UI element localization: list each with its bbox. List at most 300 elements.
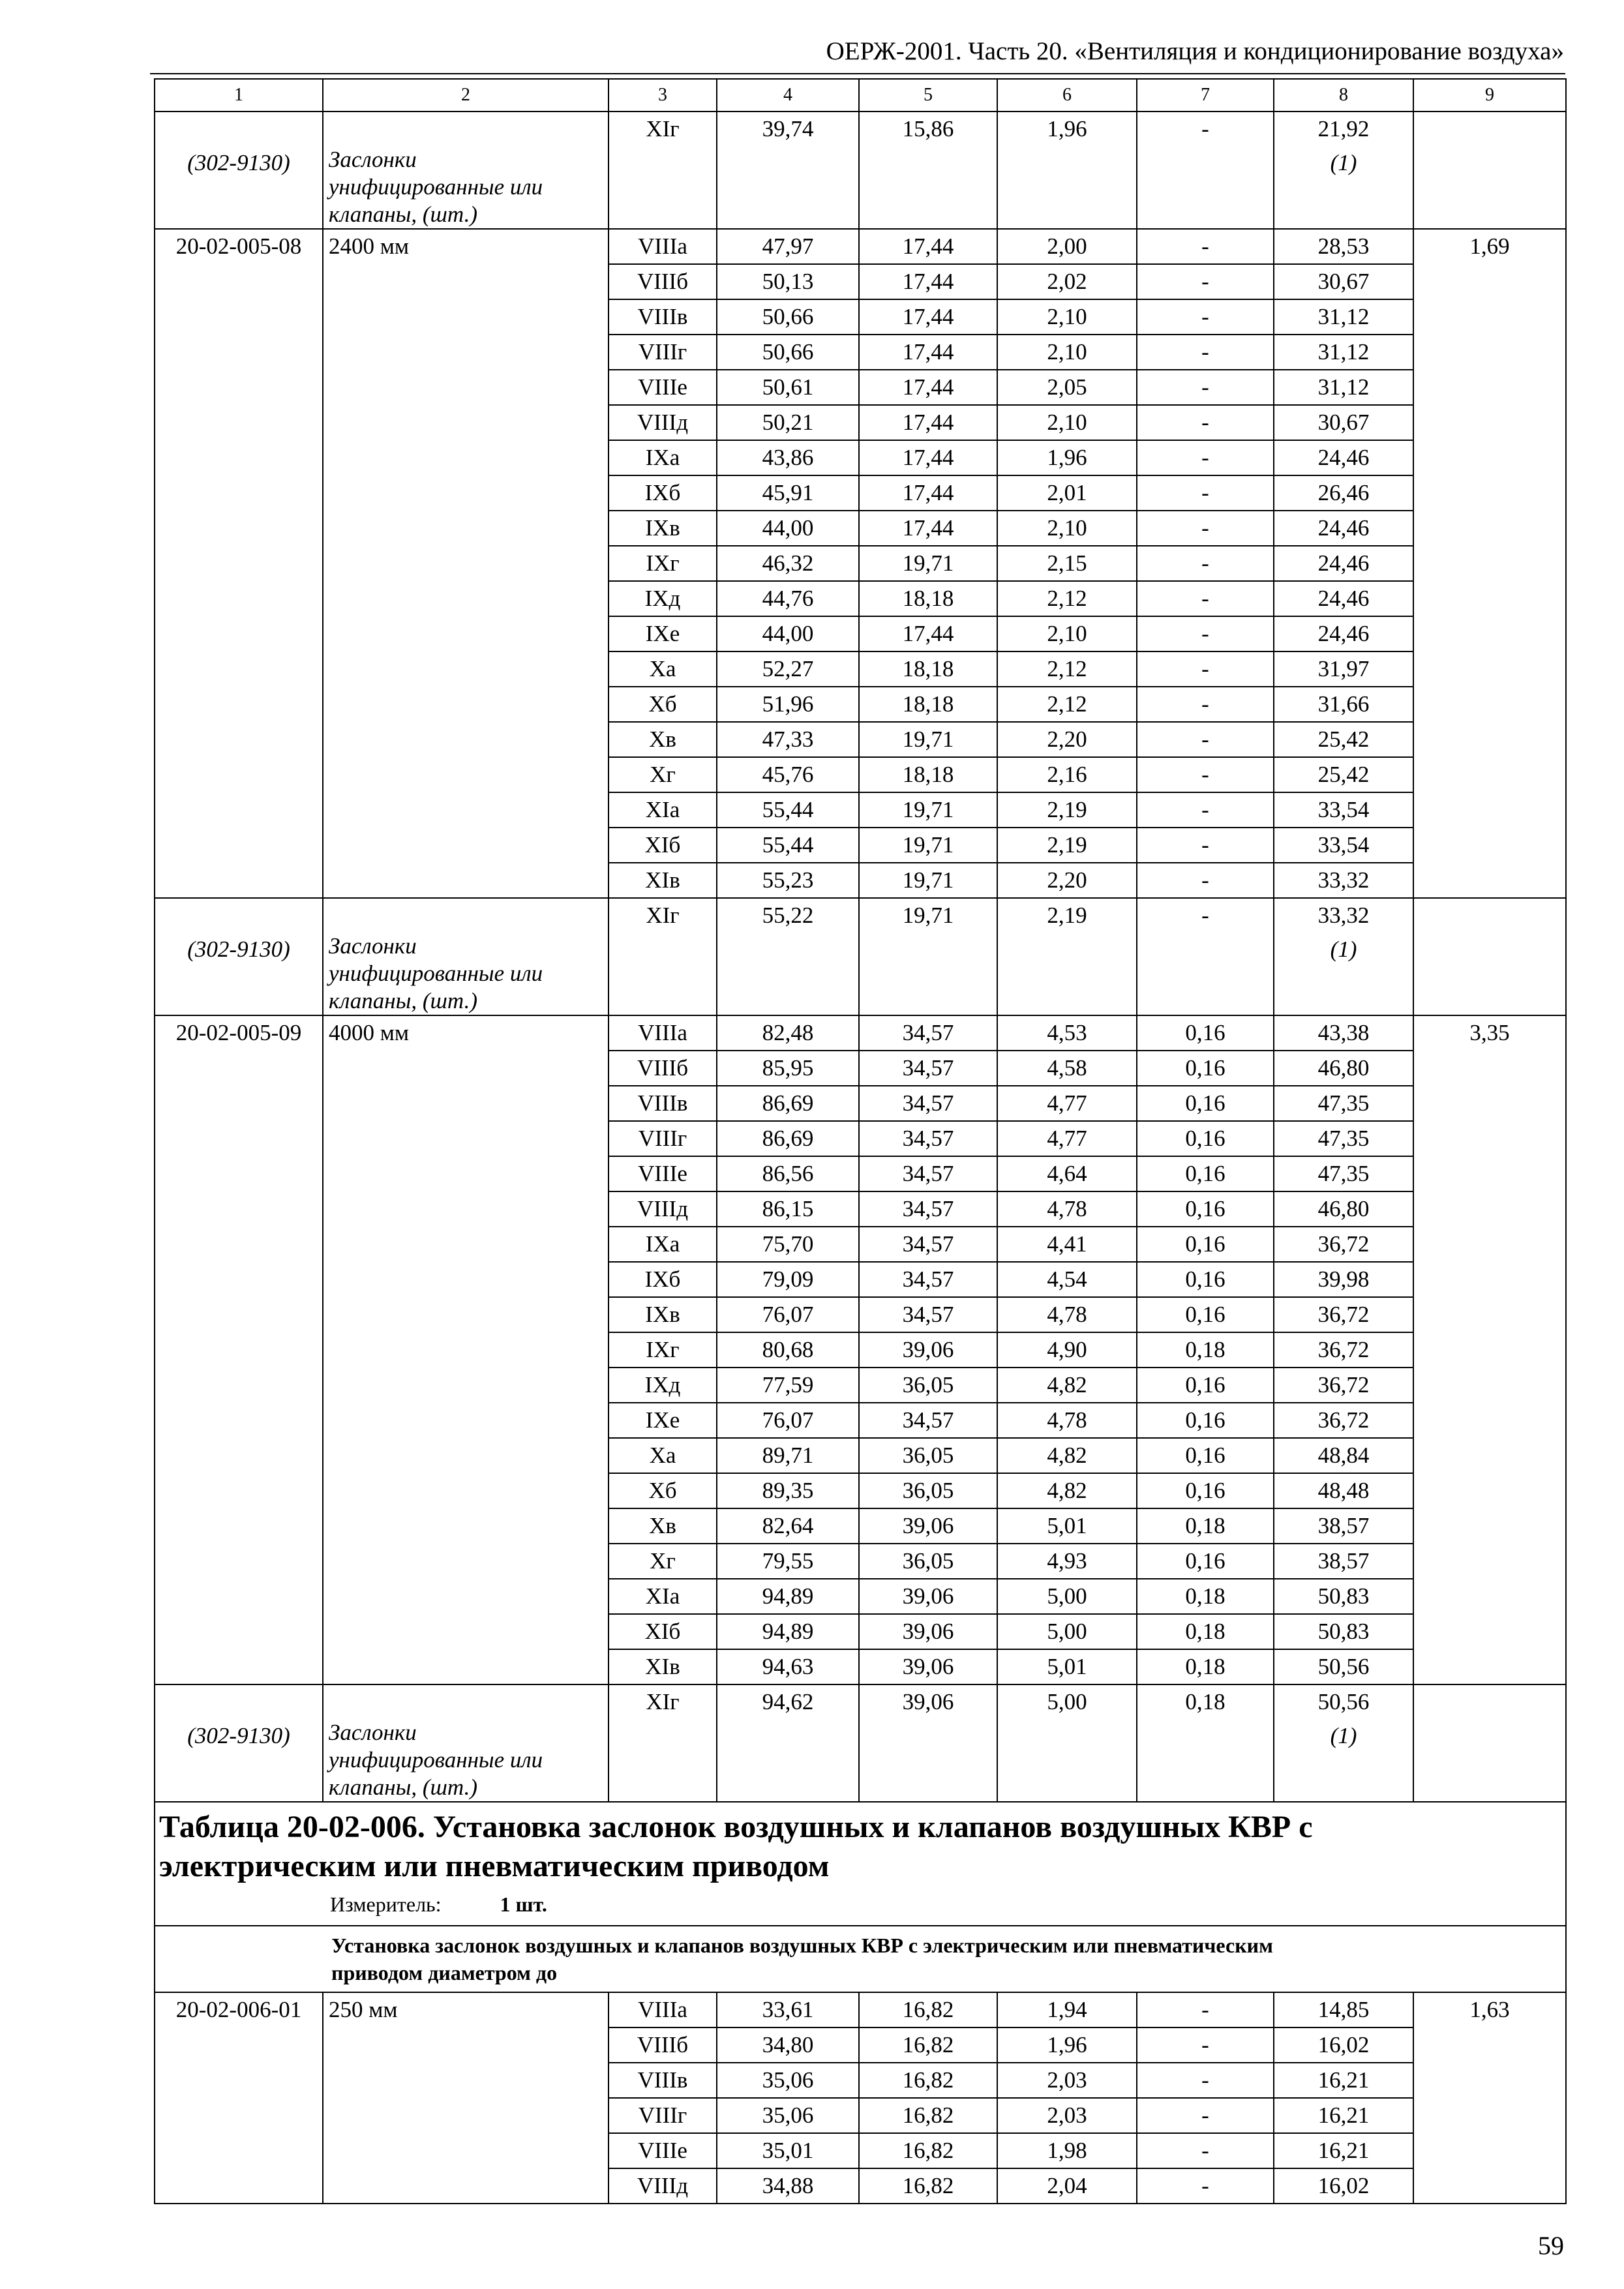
col-materials: 36,72 xyxy=(1274,1332,1413,1368)
col-total-cost: 50,66 xyxy=(717,299,859,335)
col-materials: 16,21 xyxy=(1274,2098,1413,2133)
col-total-cost: 55,22 xyxy=(717,898,859,1015)
col-total-cost: 86,69 xyxy=(717,1086,859,1121)
col-region: VIIIе xyxy=(609,2133,717,2168)
col-total-cost: 77,59 xyxy=(717,1368,859,1403)
col-machines: 4,93 xyxy=(997,1544,1137,1579)
col-drivers-wages: 0,16 xyxy=(1137,1262,1274,1297)
column-number: 1 xyxy=(155,79,323,112)
material-row xyxy=(155,898,1566,1015)
col-wages: 34,57 xyxy=(859,1227,997,1262)
col-drivers-wages: - xyxy=(1137,1992,1274,2027)
col-materials: 36,72 xyxy=(1274,1297,1413,1332)
material-name xyxy=(323,898,609,1015)
col-materials: 24,46 xyxy=(1274,511,1413,546)
col-drivers-wages: - xyxy=(1137,616,1274,651)
column-number: 5 xyxy=(859,79,997,112)
col-total-cost: 55,23 xyxy=(717,863,859,898)
col-drivers-wages: - xyxy=(1137,511,1274,546)
col-machines: 4,54 xyxy=(997,1262,1137,1297)
material-name-line: Заслонки xyxy=(329,147,417,172)
col-machines: 2,03 xyxy=(997,2098,1137,2133)
col-region: VIIIд xyxy=(609,1191,717,1227)
col-total-cost: 50,21 xyxy=(717,405,859,440)
col-drivers-wages: 0,18 xyxy=(1137,1508,1274,1544)
col-materials: 16,02 xyxy=(1274,2168,1413,2204)
item-mass-empty xyxy=(1413,1684,1566,1802)
material-name-line: клапаны, (шт.) xyxy=(329,988,478,1013)
col-total-cost: 34,80 xyxy=(717,2027,859,2063)
col-region: IXа xyxy=(609,1227,717,1262)
material-name-line: унифицированные или xyxy=(329,1747,543,1773)
material-name-line: унифицированные или xyxy=(329,961,543,986)
col-materials: 38,57 xyxy=(1274,1544,1413,1579)
col-wages: 17,44 xyxy=(859,616,997,651)
col-drivers-wages: - xyxy=(1137,828,1274,863)
col-drivers-wages: - xyxy=(1137,757,1274,792)
col-materials: 36,72 xyxy=(1274,1368,1413,1403)
col-wages: 19,71 xyxy=(859,863,997,898)
col-machines: 1,96 xyxy=(997,440,1137,475)
measure-line xyxy=(159,1889,1560,1920)
col-machines: 2,20 xyxy=(997,722,1137,757)
col-materials xyxy=(1274,1684,1413,1802)
col-machines: 5,00 xyxy=(997,1684,1137,1802)
col-total-cost: 76,07 xyxy=(717,1297,859,1332)
material-code-text: (302-9130) xyxy=(187,150,290,175)
col-wages: 18,18 xyxy=(859,687,997,722)
col-region: Xб xyxy=(609,687,717,722)
col-wages: 34,57 xyxy=(859,1051,997,1086)
col-drivers-wages: - xyxy=(1137,335,1274,370)
measure-value: 1 шт. xyxy=(500,1893,547,1916)
col-materials: 43,38 xyxy=(1274,1015,1413,1051)
col-wages: 19,71 xyxy=(859,898,997,1015)
col-machines: 4,82 xyxy=(997,1473,1137,1508)
item-size: 250 мм xyxy=(323,1992,609,2204)
materials-value: 50,56 xyxy=(1317,1689,1370,1714)
col-region: Xг xyxy=(609,1544,717,1579)
col-wages: 34,57 xyxy=(859,1156,997,1191)
col-wages: 39,06 xyxy=(859,1332,997,1368)
col-materials: 47,35 xyxy=(1274,1121,1413,1156)
material-name xyxy=(323,112,609,229)
col-machines: 4,78 xyxy=(997,1191,1137,1227)
col-region: VIIIа xyxy=(609,1015,717,1051)
col-total-cost: 44,00 xyxy=(717,511,859,546)
col-machines: 2,15 xyxy=(997,546,1137,581)
material-code-text: (302-9130) xyxy=(187,936,290,962)
material-code-text: (302-9130) xyxy=(187,1723,290,1748)
col-total-cost: 44,00 xyxy=(717,616,859,651)
material-name-line: Заслонки xyxy=(329,1720,417,1745)
col-wages: 34,57 xyxy=(859,1086,997,1121)
col-region: VIIIб xyxy=(609,1051,717,1086)
col-total-cost: 80,68 xyxy=(717,1332,859,1368)
col-total-cost: 35,06 xyxy=(717,2063,859,2098)
col-region: Xв xyxy=(609,1508,717,1544)
col-total-cost: 55,44 xyxy=(717,828,859,863)
col-materials: 36,72 xyxy=(1274,1403,1413,1438)
col-materials: 31,12 xyxy=(1274,370,1413,405)
col-region: VIIIв xyxy=(609,299,717,335)
col-machines: 2,19 xyxy=(997,828,1137,863)
col-drivers-wages: 0,16 xyxy=(1137,1191,1274,1227)
col-machines: 2,05 xyxy=(997,370,1137,405)
col-total-cost: 79,55 xyxy=(717,1544,859,1579)
col-machines: 2,12 xyxy=(997,651,1137,687)
col-materials: 24,46 xyxy=(1274,440,1413,475)
col-materials: 24,46 xyxy=(1274,546,1413,581)
col-drivers-wages: 0,18 xyxy=(1137,1579,1274,1614)
col-materials: 36,72 xyxy=(1274,1227,1413,1262)
subheading-row xyxy=(155,1926,1566,1992)
col-machines: 2,01 xyxy=(997,475,1137,511)
col-machines: 2,16 xyxy=(997,757,1137,792)
col-wages: 16,82 xyxy=(859,2063,997,2098)
col-drivers-wages: - xyxy=(1137,2098,1274,2133)
item-mass: 1,63 xyxy=(1413,1992,1566,2204)
col-region: IXе xyxy=(609,616,717,651)
col-wages: 36,05 xyxy=(859,1368,997,1403)
column-number: 3 xyxy=(609,79,717,112)
col-total-cost: 45,91 xyxy=(717,475,859,511)
col-machines: 4,78 xyxy=(997,1297,1137,1332)
col-wages: 16,82 xyxy=(859,1992,997,2027)
col-wages: 39,06 xyxy=(859,1508,997,1544)
col-machines: 4,90 xyxy=(997,1332,1137,1368)
col-machines: 4,64 xyxy=(997,1156,1137,1191)
col-drivers-wages: - xyxy=(1137,405,1274,440)
col-drivers-wages: - xyxy=(1137,229,1274,264)
col-total-cost: 55,44 xyxy=(717,792,859,828)
item-mass: 3,35 xyxy=(1413,1015,1566,1684)
col-materials: 50,83 xyxy=(1274,1579,1413,1614)
col-machines: 2,12 xyxy=(997,581,1137,616)
col-drivers-wages: - xyxy=(1137,299,1274,335)
material-name-line: клапаны, (шт.) xyxy=(329,202,478,227)
col-materials: 25,42 xyxy=(1274,757,1413,792)
col-materials: 48,84 xyxy=(1274,1438,1413,1473)
col-region: XIб xyxy=(609,1614,717,1649)
col-drivers-wages: - xyxy=(1137,581,1274,616)
col-drivers-wages: - xyxy=(1137,2133,1274,2168)
col-wages: 19,71 xyxy=(859,722,997,757)
col-materials: 16,21 xyxy=(1274,2063,1413,2098)
col-total-cost: 94,63 xyxy=(717,1649,859,1684)
col-total-cost: 50,66 xyxy=(717,335,859,370)
col-machines: 2,03 xyxy=(997,2063,1137,2098)
materials-value: 33,32 xyxy=(1317,903,1370,928)
col-machines: 1,96 xyxy=(997,2027,1137,2063)
item-code: 20-02-005-09 xyxy=(155,1015,323,1684)
col-materials: 33,54 xyxy=(1274,828,1413,863)
col-region: IXд xyxy=(609,1368,717,1403)
material-row xyxy=(155,1684,1566,1802)
material-qty: (1) xyxy=(1330,1723,1357,1748)
material-code xyxy=(155,898,323,1015)
price-table xyxy=(154,78,1567,2204)
col-materials: 46,80 xyxy=(1274,1191,1413,1227)
col-drivers-wages: - xyxy=(1137,898,1274,1015)
col-drivers-wages: - xyxy=(1137,651,1274,687)
col-total-cost: 52,27 xyxy=(717,651,859,687)
material-name-line: Заслонки xyxy=(329,933,417,959)
col-machines: 2,12 xyxy=(997,687,1137,722)
col-total-cost: 94,62 xyxy=(717,1684,859,1802)
col-drivers-wages: 0,16 xyxy=(1137,1403,1274,1438)
column-number: 8 xyxy=(1274,79,1413,112)
col-wages: 34,57 xyxy=(859,1191,997,1227)
subheading xyxy=(155,1926,1566,1992)
col-wages: 18,18 xyxy=(859,651,997,687)
col-materials: 25,42 xyxy=(1274,722,1413,757)
col-drivers-wages: - xyxy=(1137,264,1274,299)
col-wages: 39,06 xyxy=(859,1579,997,1614)
col-total-cost: 89,71 xyxy=(717,1438,859,1473)
col-wages: 34,57 xyxy=(859,1121,997,1156)
col-region: Xб xyxy=(609,1473,717,1508)
col-region: XIв xyxy=(609,1649,717,1684)
col-wages: 39,06 xyxy=(859,1684,997,1802)
col-region: VIIIг xyxy=(609,2098,717,2133)
col-drivers-wages: 0,16 xyxy=(1137,1086,1274,1121)
col-drivers-wages: 0,16 xyxy=(1137,1473,1274,1508)
col-wages: 19,71 xyxy=(859,792,997,828)
col-total-cost: 82,64 xyxy=(717,1508,859,1544)
col-materials: 24,46 xyxy=(1274,616,1413,651)
item-size: 4000 мм xyxy=(323,1015,609,1684)
col-region: VIIIг xyxy=(609,1121,717,1156)
col-wages: 16,82 xyxy=(859,2168,997,2204)
col-wages: 34,57 xyxy=(859,1262,997,1297)
col-wages: 17,44 xyxy=(859,229,997,264)
col-wages: 34,57 xyxy=(859,1297,997,1332)
col-wages: 17,44 xyxy=(859,299,997,335)
col-total-cost: 82,48 xyxy=(717,1015,859,1051)
col-region: XIб xyxy=(609,828,717,863)
col-wages: 16,82 xyxy=(859,2027,997,2063)
col-drivers-wages: - xyxy=(1137,546,1274,581)
column-number-row xyxy=(155,79,1566,112)
subheading-line: приводом диаметром до xyxy=(331,1961,558,1984)
col-materials: 31,12 xyxy=(1274,335,1413,370)
col-region: Xв xyxy=(609,722,717,757)
material-name xyxy=(323,1684,609,1802)
material-qty: (1) xyxy=(1330,150,1357,175)
col-wages: 36,05 xyxy=(859,1544,997,1579)
col-machines: 1,98 xyxy=(997,2133,1137,2168)
col-wages: 17,44 xyxy=(859,440,997,475)
col-drivers-wages: 0,16 xyxy=(1137,1368,1274,1403)
col-machines: 4,82 xyxy=(997,1438,1137,1473)
col-machines: 2,10 xyxy=(997,405,1137,440)
table-row xyxy=(155,1992,1566,2027)
col-region: IXв xyxy=(609,511,717,546)
col-total-cost: 45,76 xyxy=(717,757,859,792)
col-wages: 19,71 xyxy=(859,828,997,863)
col-materials: 24,46 xyxy=(1274,581,1413,616)
col-total-cost: 33,61 xyxy=(717,1992,859,2027)
material-name-line: клапаны, (шт.) xyxy=(329,1774,478,1800)
col-drivers-wages: - xyxy=(1137,2168,1274,2204)
col-region: IXг xyxy=(609,546,717,581)
col-region: XIг xyxy=(609,1684,717,1802)
col-region: VIIIе xyxy=(609,1156,717,1191)
column-number: 6 xyxy=(997,79,1137,112)
col-region: IXв xyxy=(609,1297,717,1332)
col-machines: 2,10 xyxy=(997,299,1137,335)
col-drivers-wages: - xyxy=(1137,863,1274,898)
col-drivers-wages: - xyxy=(1137,370,1274,405)
col-drivers-wages: 0,16 xyxy=(1137,1297,1274,1332)
material-name-line: унифицированные или xyxy=(329,174,543,200)
col-drivers-wages: 0,16 xyxy=(1137,1227,1274,1262)
col-drivers-wages: 0,16 xyxy=(1137,1051,1274,1086)
col-wages: 15,86 xyxy=(859,112,997,229)
col-materials: 16,21 xyxy=(1274,2133,1413,2168)
material-qty: (1) xyxy=(1330,936,1357,962)
column-number: 9 xyxy=(1413,79,1566,112)
col-total-cost: 35,01 xyxy=(717,2133,859,2168)
col-region: VIIIв xyxy=(609,2063,717,2098)
col-materials: 50,83 xyxy=(1274,1614,1413,1649)
material-code xyxy=(155,112,323,229)
col-wages: 34,57 xyxy=(859,1403,997,1438)
col-machines: 2,10 xyxy=(997,511,1137,546)
col-region: Xа xyxy=(609,651,717,687)
col-wages: 19,71 xyxy=(859,546,997,581)
col-region: VIIIа xyxy=(609,229,717,264)
table-title-line: Таблица 20-02-006. Установка заслонок воздушных и клапанов воздушных КВР с xyxy=(159,1810,1313,1844)
col-region: VIIIе xyxy=(609,370,717,405)
col-total-cost: 89,35 xyxy=(717,1473,859,1508)
col-total-cost: 85,95 xyxy=(717,1051,859,1086)
col-region: XIг xyxy=(609,112,717,229)
col-region: Xг xyxy=(609,757,717,792)
col-drivers-wages: - xyxy=(1137,440,1274,475)
col-region: IXб xyxy=(609,475,717,511)
col-total-cost: 43,86 xyxy=(717,440,859,475)
col-materials xyxy=(1274,112,1413,229)
col-total-cost: 51,96 xyxy=(717,687,859,722)
col-drivers-wages: - xyxy=(1137,687,1274,722)
col-total-cost: 47,97 xyxy=(717,229,859,264)
col-materials: 31,97 xyxy=(1274,651,1413,687)
col-machines: 2,10 xyxy=(997,616,1137,651)
col-materials: 31,12 xyxy=(1274,299,1413,335)
material-code xyxy=(155,1684,323,1802)
col-drivers-wages: - xyxy=(1137,792,1274,828)
col-machines: 5,01 xyxy=(997,1508,1137,1544)
col-region: XIа xyxy=(609,792,717,828)
col-region: Xа xyxy=(609,1438,717,1473)
col-drivers-wages: 0,18 xyxy=(1137,1649,1274,1684)
col-drivers-wages: - xyxy=(1137,2063,1274,2098)
subheading-line: Установка заслонок воздушных и клапанов воздушных КВР с электрическим или пневматическим xyxy=(331,1934,1273,1957)
col-materials: 31,66 xyxy=(1274,687,1413,722)
col-materials: 26,46 xyxy=(1274,475,1413,511)
col-materials: 30,67 xyxy=(1274,264,1413,299)
col-materials: 50,56 xyxy=(1274,1649,1413,1684)
col-machines: 4,77 xyxy=(997,1086,1137,1121)
item-mass-empty xyxy=(1413,112,1566,229)
col-materials: 47,35 xyxy=(1274,1156,1413,1191)
col-total-cost: 34,88 xyxy=(717,2168,859,2204)
col-total-cost: 94,89 xyxy=(717,1579,859,1614)
col-machines: 4,53 xyxy=(997,1015,1137,1051)
col-drivers-wages: 0,16 xyxy=(1137,1156,1274,1191)
col-drivers-wages: 0,18 xyxy=(1137,1332,1274,1368)
col-materials: 30,67 xyxy=(1274,405,1413,440)
col-region: IXб xyxy=(609,1262,717,1297)
col-wages: 16,82 xyxy=(859,2133,997,2168)
col-total-cost: 50,13 xyxy=(717,264,859,299)
col-machines: 4,82 xyxy=(997,1368,1137,1403)
col-machines: 2,04 xyxy=(997,2168,1137,2204)
measure-label: Измеритель: xyxy=(330,1893,442,1916)
col-total-cost: 86,56 xyxy=(717,1156,859,1191)
col-region: VIIIд xyxy=(609,2168,717,2204)
col-wages: 16,82 xyxy=(859,2098,997,2133)
material-row xyxy=(155,112,1566,229)
item-code: 20-02-005-08 xyxy=(155,229,323,898)
col-drivers-wages: - xyxy=(1137,112,1274,229)
col-region: VIIIг xyxy=(609,335,717,370)
materials-value: 21,92 xyxy=(1317,116,1370,142)
col-total-cost: 75,70 xyxy=(717,1227,859,1262)
col-total-cost: 76,07 xyxy=(717,1403,859,1438)
col-machines: 1,96 xyxy=(997,112,1137,229)
col-wages: 17,44 xyxy=(859,370,997,405)
item-code: 20-02-006-01 xyxy=(155,1992,323,2204)
col-drivers-wages: 0,18 xyxy=(1137,1684,1274,1802)
col-region: VIIIб xyxy=(609,2027,717,2063)
col-materials: 48,48 xyxy=(1274,1473,1413,1508)
col-machines: 4,41 xyxy=(997,1227,1137,1262)
page-number: 59 xyxy=(1538,2231,1564,2260)
col-materials: 33,54 xyxy=(1274,792,1413,828)
col-region: XIг xyxy=(609,898,717,1015)
col-wages: 36,05 xyxy=(859,1438,997,1473)
table-row xyxy=(155,1015,1566,1051)
col-region: IXд xyxy=(609,581,717,616)
col-total-cost: 44,76 xyxy=(717,581,859,616)
col-machines: 5,00 xyxy=(997,1614,1137,1649)
item-size: 2400 мм xyxy=(323,229,609,898)
col-wages: 34,57 xyxy=(859,1015,997,1051)
col-region: IXе xyxy=(609,1403,717,1438)
col-materials: 47,35 xyxy=(1274,1086,1413,1121)
col-region: XIв xyxy=(609,863,717,898)
col-machines: 2,10 xyxy=(997,335,1137,370)
col-drivers-wages: - xyxy=(1137,475,1274,511)
col-wages: 18,18 xyxy=(859,757,997,792)
col-wages: 17,44 xyxy=(859,475,997,511)
col-total-cost: 86,69 xyxy=(717,1121,859,1156)
col-region: XIа xyxy=(609,1579,717,1614)
col-region: VIIIа xyxy=(609,1992,717,2027)
col-machines: 4,77 xyxy=(997,1121,1137,1156)
page-header-title: ОЕРЖ-2001. Часть 20. «Вентиляция и кондиционирование воздуха» xyxy=(826,37,1564,65)
col-total-cost: 94,89 xyxy=(717,1614,859,1649)
col-total-cost: 50,61 xyxy=(717,370,859,405)
col-drivers-wages: 0,16 xyxy=(1137,1438,1274,1473)
col-wages: 17,44 xyxy=(859,405,997,440)
col-wages: 17,44 xyxy=(859,335,997,370)
col-materials: 33,32 xyxy=(1274,863,1413,898)
col-machines: 2,00 xyxy=(997,229,1137,264)
